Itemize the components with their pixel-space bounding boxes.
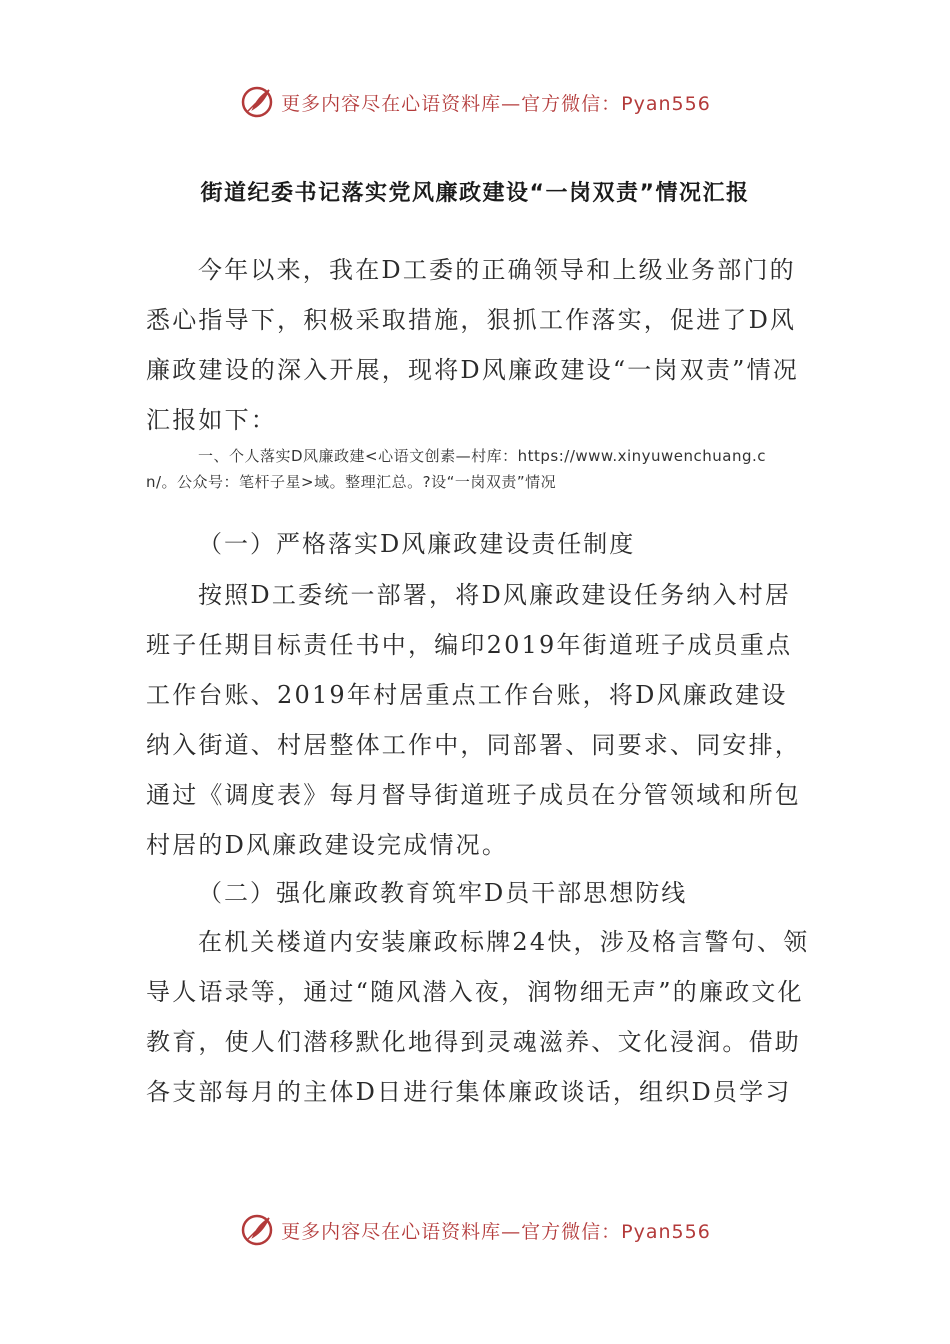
wechat-id: Pyan556 bbox=[621, 1220, 711, 1243]
wechat-id: Pyan556 bbox=[621, 92, 711, 115]
quill-logo-icon bbox=[239, 1212, 275, 1248]
quill-logo-icon bbox=[239, 84, 275, 120]
subsection-2-paragraph: 在机关楼道内安装廉政标牌24快，涉及格言警句、领导人语录等，通过“随风潜入夜，润物细无声”的廉政文化教育，使人们潜移默化地得到灵魂滋养、文化浸润。借助各支部每月的主体D日进行集体廉政谈话，组织D员学习 bbox=[146, 928, 810, 1106]
document-title: 街道纪委书记落实党风廉政建设“一岗双责”情况汇报 bbox=[200, 181, 750, 206]
section-1-heading: 一、个人落实D风廉政建<心语文创素—村库：https://www.xinyuwenchuang.cn/。公众号：笔杆子星>域。整理汇总。?设“一岗双责”情况 bbox=[146, 447, 767, 491]
subsection-2-heading: （二）强化廉政教育筑牢D员干部思想防线 bbox=[198, 879, 688, 907]
intro-paragraph: 今年以来，我在D工委的正确领导和上级业务部门的悉心指导下，积极采取措施，狠抓工作落实，促进了D风廉政建设的深入开展，现将D风廉政建设“一岗双责”情况汇报如下： bbox=[146, 256, 799, 434]
banner-text: 更多内容尽在心语资料库—官方微信：Pyan556 bbox=[281, 92, 711, 115]
subsection-1-heading: （一）严格落实D风廉政建设责任制度 bbox=[198, 530, 636, 558]
header-banner bbox=[0, 82, 950, 122]
subsection-1-paragraph: 按照D工委统一部署，将D风廉政建设任务纳入村居班子任期目标责任书中，编印2019年街道班子成员重点工作台账、2019年村居重点工作台账，将D风廉政建设纳入街道、村居整体工作中，同部署、同要求、同安排，通过《调度表》每月督导街道班子成员在分管领域和所包村居的D风廉政建设完成情况。 bbox=[146, 581, 801, 859]
banner-text: 更多内容尽在心语资料库—官方微信：Pyan556 bbox=[281, 1220, 711, 1243]
footer-banner bbox=[0, 1210, 950, 1250]
